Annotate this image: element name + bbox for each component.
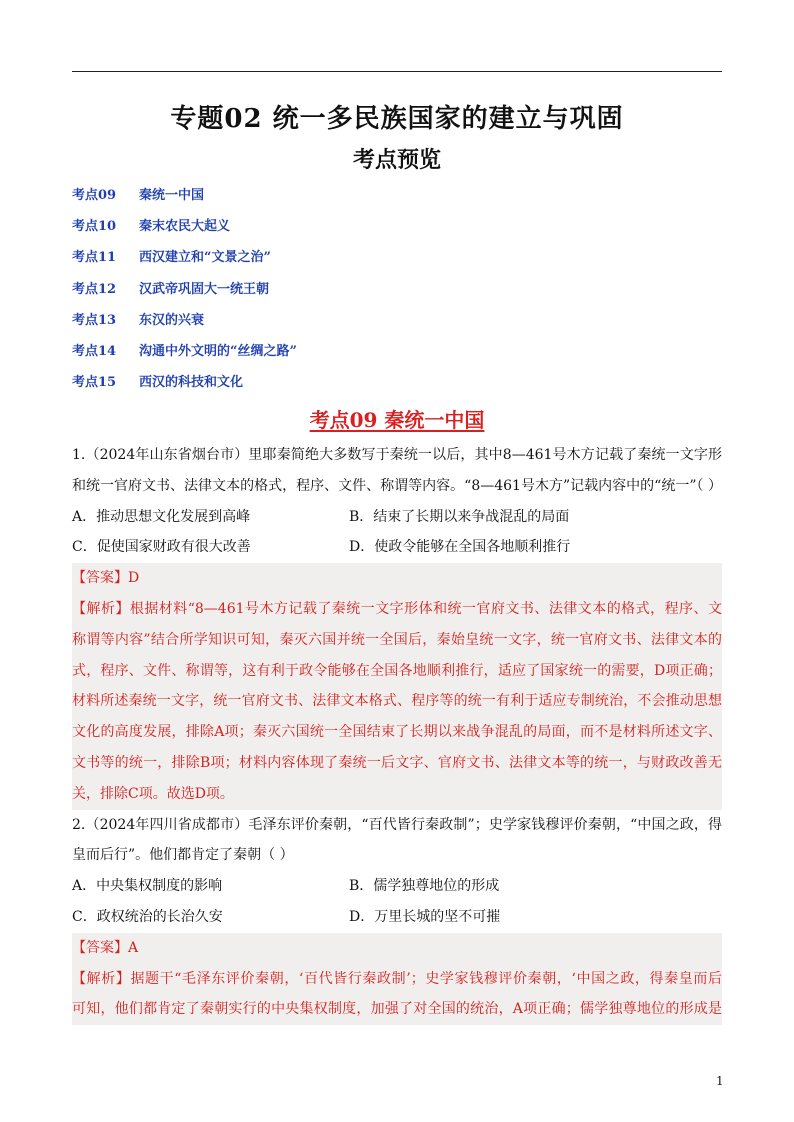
toc-text: 秦末农民大起义 <box>139 219 231 235</box>
q1-stem-line: 和统一官府文书、法律文本的格式，程序、文件、称谓等内容。“8—461号木方”记载内容中的“统一”（ ） <box>72 477 722 494</box>
toc-label: 考点14 <box>72 343 117 359</box>
q1-option-a[interactable]: A．推动思想文化发展到高峰 <box>72 508 251 525</box>
q2-analysis-line: 可知，他们都肯定了秦朝实行的中央集权制度，加强了对全国的统治，A项正确；儒学独尊地位的形成是 <box>72 1001 722 1018</box>
q2-answer-block <box>72 933 722 1025</box>
toc-label: 考点09 <box>72 188 117 203</box>
q1-analysis-line: 称谓等内容”结合所学知识可知，秦灭六国并统一全国后，秦始皇统一文字，统一官府文书、法律文本的 <box>72 631 722 648</box>
toc-text: 西汉的科技和文化 <box>139 375 244 391</box>
q2-option-d[interactable]: D．万里长城的坚不可摧 <box>349 908 501 925</box>
q1-analysis-line: 文书等的统一，排除B项；材料内容体现了秦统一后文字、官府文书、法律文本等的统一，与财政改善无 <box>72 754 722 771</box>
q2-option-c[interactable]: C．政权统治的长治久安 <box>72 908 223 925</box>
toc-text: 汉武帝巩固大一统王朝 <box>139 281 270 297</box>
toc-label: 考点12 <box>72 281 117 297</box>
toc-item[interactable] <box>72 215 297 246</box>
header-rule <box>72 71 722 72</box>
toc-text: 东汉的兴衰 <box>139 312 205 328</box>
q2-options-row <box>72 902 722 933</box>
q2-analysis-line: 【解析】据题干“毛泽东评价秦朝，‘百代皆行秦政制’；史学家钱穆评价秦朝，‘中国之政，得秦皇而后 <box>72 970 722 987</box>
q1-options-row <box>72 502 722 533</box>
toc-item[interactable] <box>72 246 297 277</box>
section-heading <box>72 404 722 433</box>
toc-text: 沟通中外文明的“丝绸之路” <box>139 343 297 359</box>
q1-analysis-line: 关，排除C项。故选D项。 <box>72 785 234 802</box>
toc-label: 考点15 <box>72 375 117 391</box>
page-title: 专题02 统一多民族国家的建立与巩固 <box>170 104 624 134</box>
q2-options-row <box>72 871 722 902</box>
q1-analysis-line: 文化的高度发展，排除A项；秦灭六国统一全国结束了长期以来战争混乱的局面，而不是材料所述文字、 <box>72 724 722 741</box>
toc-item[interactable] <box>72 340 297 371</box>
q1-options-row <box>72 532 722 563</box>
toc-item[interactable] <box>72 278 297 309</box>
q1-analysis-line: 【解析】根据材料“8—461号木方记载了秦统一文字形体和统一官府文书、法律文本的格式，程序、文 <box>72 600 722 617</box>
section-heading-text: 考点09 秦统一中国 <box>309 408 485 432</box>
q2-option-b[interactable]: B．儒学独尊地位的形成 <box>349 878 500 895</box>
q1-analysis-line: 材料所述秦统一文字，统一官府文书、法律文本格式、程序等的统一有利于适应专制统治，不会推动思想 <box>72 693 722 710</box>
q2-stem-line: 2.（2024年四川省成都市）毛泽东评价秦朝，“百代皆行秦政制”；史学家钱穆评价秦朝，“中国之政，得 <box>72 816 722 833</box>
q1-answer: 【答案】D <box>72 570 140 587</box>
topic-overview-list <box>72 184 297 402</box>
toc-text: 西汉建立和“文景之治” <box>139 250 271 266</box>
q2-answer: 【答案】A <box>72 939 139 956</box>
q2-stem-line: 皇而后行”。他们都肯定了秦朝（ ） <box>72 847 294 864</box>
toc-item[interactable] <box>72 371 297 402</box>
q2-option-a[interactable]: A．中央集权制度的影响 <box>72 878 223 895</box>
q1-option-d[interactable]: D．使政令能够在全国各地顺利推行 <box>349 539 571 556</box>
page-subtitle: 考点预览 <box>352 147 441 173</box>
q1-analysis-line: 式，程序、文件、称谓等，这有利于政令能够在全国各地顺利推行，适应了国家统一的需要，D项正确； <box>72 662 722 679</box>
question-body <box>72 440 722 1025</box>
toc-text: 秦统一中国 <box>139 188 205 203</box>
q1-answer-block <box>72 563 722 809</box>
toc-label: 考点13 <box>72 312 117 328</box>
toc-item[interactable] <box>72 309 297 340</box>
toc-label: 考点11 <box>72 250 117 266</box>
toc-label: 考点10 <box>72 219 117 235</box>
toc-item[interactable] <box>72 184 297 215</box>
q1-option-c[interactable]: C．促使国家财政有很大改善 <box>72 539 251 556</box>
page-number: 1 <box>716 1074 724 1088</box>
q1-stem-line: 1.（2024年山东省烟台市）里耶秦简绝大多数写于秦统一以后，其中8—461号木方记载了秦统一文字形 <box>72 447 722 463</box>
q1-option-b[interactable]: B．结束了长期以来争战混乱的局面 <box>349 508 570 525</box>
